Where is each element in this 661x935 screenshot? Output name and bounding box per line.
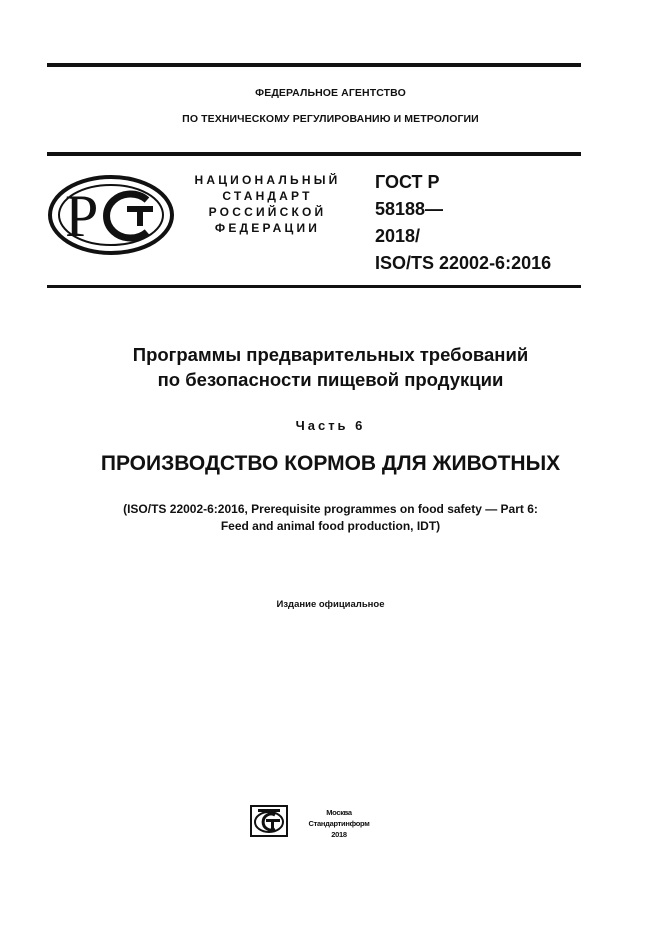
designation-rule (47, 285, 581, 288)
document-subject: ПРОИЗВОДСТВО КОРМОВ ДЛЯ ЖИВОТНЫХ (100, 452, 561, 475)
national-standard-caption (180, 172, 355, 236)
standard-designation (375, 169, 551, 277)
national-standard-line: НАЦИОНАЛЬНЫЙ (194, 173, 341, 187)
national-standard-line: РОССИЙСКОЙ (208, 205, 327, 219)
title-line: по безопасности пищевой продукции (157, 369, 504, 390)
svg-text:Р: Р (65, 183, 99, 249)
agency-name-line1: ФЕДЕРАЛЬНОЕ АГЕНТСТВО (255, 87, 406, 99)
title-line: Программы предварительных требований (132, 344, 529, 365)
designation-line: ISO/TS 22002-6:2016 (375, 253, 552, 273)
publisher-name: Стандартинформ (308, 819, 370, 828)
designation-line: 2018/ (375, 226, 421, 246)
publisher-city: Москва (326, 808, 352, 817)
document-title (0, 342, 661, 392)
publisher-info (294, 807, 384, 840)
national-standard-line: ФЕДЕРАЦИИ (214, 221, 321, 235)
header-rule (47, 152, 581, 156)
origin-reference (0, 501, 661, 535)
origin-line: (ISO/TS 22002-6:2016, Prerequisite programmes on food safety — Part 6: (123, 502, 538, 516)
standartinform-logo-icon (250, 805, 288, 837)
top-rule (47, 63, 581, 67)
publisher-year: 2018 (331, 830, 347, 839)
designation-line: ГОСТ Р (375, 172, 440, 192)
agency-name-line2: ПО ТЕХНИЧЕСКОМУ РЕГУЛИРОВАНИЮ И МЕТРОЛОГИИ (182, 113, 479, 125)
part-label: Часть 6 (295, 418, 366, 433)
designation-line: 58188— (375, 199, 444, 219)
gost-r-conformity-mark-icon (47, 174, 175, 256)
national-standard-line: СТАНДАРТ (222, 189, 313, 203)
edition-label: Издание официальное (276, 599, 385, 610)
origin-line: Feed and animal food production, IDT) (220, 519, 441, 533)
